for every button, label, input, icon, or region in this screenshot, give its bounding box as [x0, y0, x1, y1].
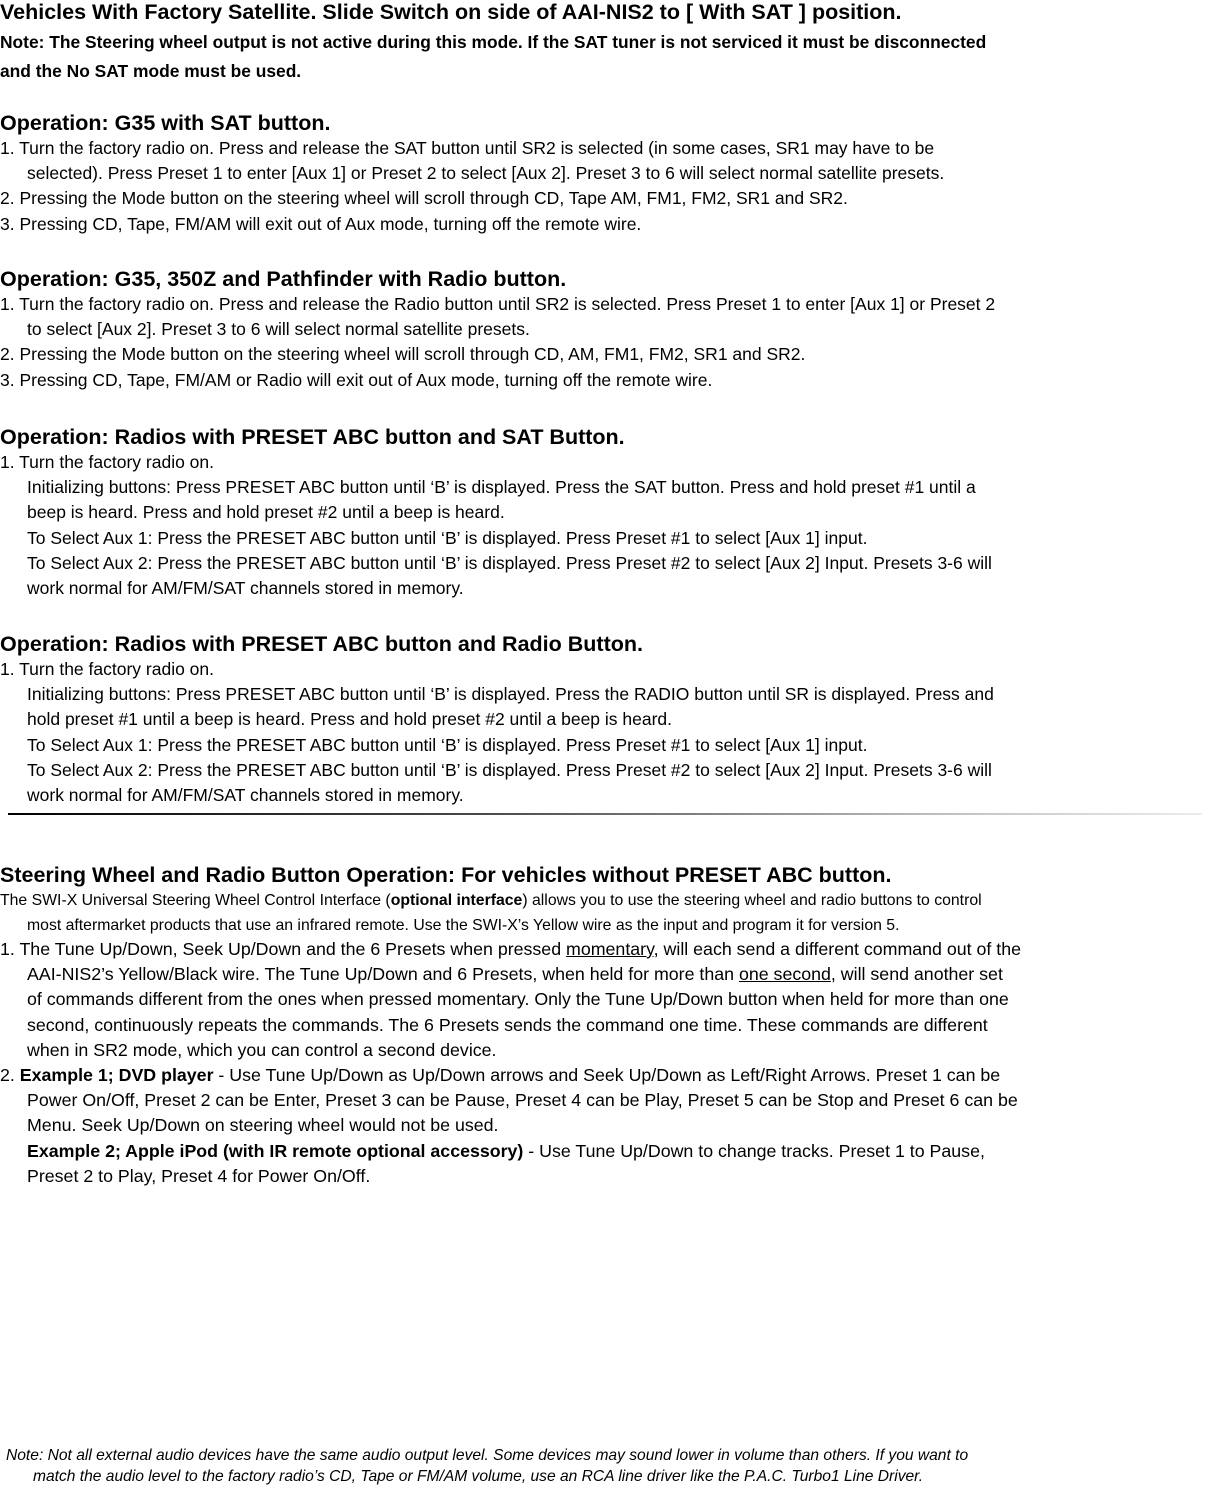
footer-line: match the audio level to the factory radio’s CD, Tape or FM/AM volume, use an RCA line driver like the P.A.C. Turbo1 Line Driver. — [33, 1468, 924, 1485]
body-line: Power On/Off, Preset 2 can be Enter, Preset 3 can be Pause, Preset 4 can be Play, Preset 5 can be Stop and Preset 6 can be — [27, 1090, 1018, 1111]
body-line: To Select Aux 2: Press the PRESET ABC button until ‘B’ is displayed. Press Preset #2 to select [Aux 2] Input. Presets 3-6 will — [27, 552, 992, 573]
header-note-line: and the No SAT mode must be used. — [0, 61, 302, 81]
body-line — [0, 1139, 1207, 1164]
text-run: 2. — [0, 1065, 20, 1086]
text-run: , will send another set — [830, 964, 1003, 985]
body-line: Initializing buttons: Press PRESET ABC button until ‘B’ is displayed. Press the SAT button. Press and hold preset #1 until a — [27, 477, 976, 498]
body-line: To Select Aux 1: Press the PRESET ABC button until ‘B’ is displayed. Press Preset #1 to select [Aux 1] input. — [27, 734, 868, 755]
body-line: Initializing buttons: Press PRESET ABC button until ‘B’ is displayed. Press the RADIO button until SR is displayed. Press and — [27, 684, 994, 705]
footer-line: Note: Not all external audio devices have the same audio output level. Some devices may sound lower in volume than others. If you want to — [6, 1447, 969, 1464]
body-line — [0, 962, 1207, 987]
underlined-text: momentary — [566, 939, 654, 959]
page-title: Vehicles With Factory Satellite. Slide Switch on side of AAI-NIS2 to [ With SAT ] position. — [0, 0, 902, 24]
bold-text: Example 2; Apple iPod (with IR remote optional accessory) — [27, 1140, 524, 1161]
section-heading: Operation: Radios with PRESET ABC button and SAT Button. — [0, 425, 625, 449]
section-g35-sat — [0, 110, 1207, 237]
header-note — [0, 28, 1207, 86]
bold-text: Example 1; DVD player — [19, 1065, 214, 1086]
header-note-line: Note: The Steering wheel output is not active during this mode. If the SAT tuner is not serviced it must be disconnected — [0, 32, 987, 52]
text-run: , will each send a different command out of the — [653, 939, 1022, 959]
body-line: 2. Pressing the Mode button on the steering wheel will scroll through CD, Tape AM, FM1, FM2, SR1 and SR2. — [0, 188, 848, 209]
intro-text: ) allows you to use the steering wheel and radio buttons to control — [522, 892, 982, 909]
body-line: 3. Pressing CD, Tape, FM/AM will exit out of Aux mode, turning off the remote wire. — [0, 213, 642, 234]
body-line: to select [Aux 2]. Preset 3 to 6 will select normal satellite presets. — [27, 319, 530, 340]
intro-text: The SWI-X Universal Steering Wheel Control Interface ( — [0, 892, 391, 909]
body-line: hold preset #1 until a beep is heard. Press and hold preset #2 until a beep is heard. — [27, 709, 673, 730]
intro-bold: optional interface — [390, 892, 523, 909]
body-line: work normal for AM/FM/SAT channels stored in memory. — [27, 785, 464, 806]
underlined-text: one second — [738, 964, 831, 985]
text-run: - Use Tune Up/Down as Up/Down arrows and Seek Up/Down as Left/Right Arrows. Preset 1 can be — [213, 1065, 1001, 1086]
body-line: Preset 2 to Play, Preset 4 for Power On/Off. — [27, 1165, 371, 1186]
section-body — [0, 657, 1207, 808]
body-line: second, continuously repeats the commands. The 6 Presets sends the command one time. These commands are different — [27, 1014, 988, 1035]
body-line: 1. Turn the factory radio on. Press and release the Radio button until SR2 is selected. Press Preset 1 to enter [Aux 1] or Preset 2 — [0, 294, 996, 314]
swc-list — [0, 937, 1207, 1189]
text-run: - Use Tune Up/Down to change tracks. Preset 1 to Pause, — [523, 1140, 985, 1161]
body-line: beep is heard. Press and hold preset #2 until a beep is heard. — [27, 502, 505, 523]
body-line: Menu. Seek Up/Down on steering wheel would not be used. — [27, 1115, 499, 1136]
body-line: selected). Press Preset 1 to enter [Aux 1] or Preset 2 to select [Aux 2]. Preset 3 to 6 will select normal satellite presets. — [27, 163, 945, 184]
body-line: 1. Turn the factory radio on. — [0, 659, 215, 679]
body-line — [0, 1063, 1207, 1088]
text-run: AAI-NIS2’s Yellow/Black wire. The Tune Up/Down and 6 Presets, when held for more than — [27, 964, 739, 985]
swc-body — [0, 937, 1207, 1189]
body-line: 3. Pressing CD, Tape, FM/AM or Radio will exit out of Aux mode, turning off the remote wire. — [0, 369, 713, 390]
swc-intro — [0, 888, 1207, 938]
body-line: of commands different from the ones when pressed momentary. Only the Tune Up/Down button when held for more than one — [27, 989, 1009, 1010]
divider — [8, 813, 1202, 815]
section-body — [0, 292, 1207, 393]
section-heading: Operation: G35, 350Z and Pathfinder with Radio button. — [0, 267, 567, 291]
intro-line: most aftermarket products that use an infrared remote. Use the SWI-X’s Yellow wire as the input and program it for version 5. — [27, 917, 900, 934]
section-preset-abc-radio — [0, 631, 1207, 808]
body-line: To Select Aux 1: Press the PRESET ABC button until ‘B’ is displayed. Press Preset #1 to select [Aux 1] input. — [27, 527, 868, 548]
section-heading: Operation: Radios with PRESET ABC button and Radio Button. — [0, 632, 643, 656]
swc-heading: Steering Wheel and Radio Button Operation: For vehicles without PRESET ABC button. — [0, 863, 892, 887]
section-preset-abc-sat — [0, 424, 1207, 601]
section-body — [0, 136, 1207, 237]
body-line: work normal for AM/FM/SAT channels stored in memory. — [27, 578, 464, 599]
body-line: when in SR2 mode, which you can control a second device. — [27, 1039, 497, 1060]
footer-note — [6, 1445, 1206, 1487]
text-run: 1. The Tune Up/Down, Seek Up/Down and the 6 Presets when pressed — [0, 939, 567, 959]
body-line: 1. Turn the factory radio on. Press and release the SAT button until SR2 is selected (in some cases, SR1 may have to be — [0, 138, 935, 158]
intro-line — [0, 888, 1207, 913]
body-line: 1. Turn the factory radio on. — [0, 452, 215, 472]
section-g35-radio — [0, 266, 1207, 393]
body-line: To Select Aux 2: Press the PRESET ABC button until ‘B’ is displayed. Press Preset #2 to select [Aux 2] Input. Presets 3-6 will — [27, 759, 992, 780]
body-line — [0, 937, 1207, 962]
section-heading: Operation: G35 with SAT button. — [0, 111, 331, 135]
body-line: 2. Pressing the Mode button on the steering wheel will scroll through CD, AM, FM1, FM2, SR1 and SR2. — [0, 344, 806, 365]
section-body — [0, 450, 1207, 601]
